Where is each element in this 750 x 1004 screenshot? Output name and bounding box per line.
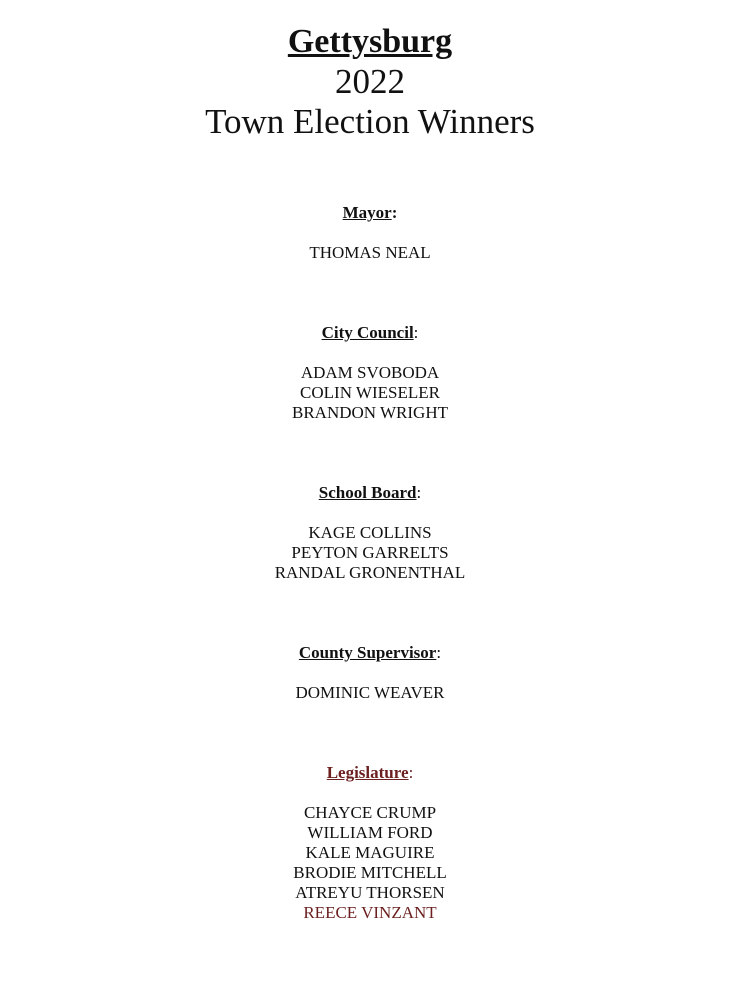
winner-name: BRODIE MITCHELL (293, 863, 447, 882)
winner-name: KAGE COLLINS (308, 523, 432, 542)
winner-name-highlighted (0, 903, 740, 923)
town-title: Gettysburg (287, 23, 453, 60)
election-year: 2022 (335, 62, 405, 101)
winner-name: PEYTON GARRELTS (291, 543, 449, 562)
highlight-mark: Legislature: (326, 763, 414, 782)
section-heading-label: School Board (318, 483, 417, 502)
section-heading: School Board: (318, 483, 422, 502)
section-heading (0, 763, 740, 783)
document-subtitle: Town Election Winners (205, 102, 535, 141)
highlight-mark: REECE VINZANT (303, 903, 437, 922)
winner-name: ATREYU THORSEN (295, 883, 445, 902)
section-heading-label: City Council (321, 323, 414, 342)
section-mayor (0, 203, 740, 263)
section-heading: County Supervisor: (298, 643, 442, 662)
section-heading: Mayor: (342, 203, 398, 222)
winner-name: RANDAL GRONENTHAL (274, 563, 466, 582)
winner-list (0, 363, 740, 423)
winner-list (0, 803, 740, 923)
section-school-board (0, 483, 740, 583)
winner-name: THOMAS NEAL (309, 243, 431, 262)
section-county-supervisor (0, 643, 740, 703)
winner-name: BRANDON WRIGHT (292, 403, 448, 422)
winner-list (0, 243, 740, 263)
section-heading-label: Legislature (326, 763, 409, 782)
section-legislature (0, 763, 740, 923)
winner-list (0, 523, 740, 583)
document-title-block (0, 22, 740, 142)
section-heading: City Council: (321, 323, 419, 342)
winner-name: COLIN WIESELER (300, 383, 440, 402)
winner-name: KALE MAGUIRE (305, 843, 435, 862)
section-city-council (0, 323, 740, 423)
winner-name: ADAM SVOBODA (300, 363, 440, 382)
winner-name: CHAYCE CRUMP (303, 803, 437, 822)
section-heading-label: County Supervisor (298, 643, 437, 662)
winner-name: WILLIAM FORD (307, 823, 433, 842)
winner-name: DOMINIC WEAVER (295, 683, 445, 702)
winner-list (0, 683, 740, 703)
section-heading-label: Mayor (342, 203, 392, 222)
